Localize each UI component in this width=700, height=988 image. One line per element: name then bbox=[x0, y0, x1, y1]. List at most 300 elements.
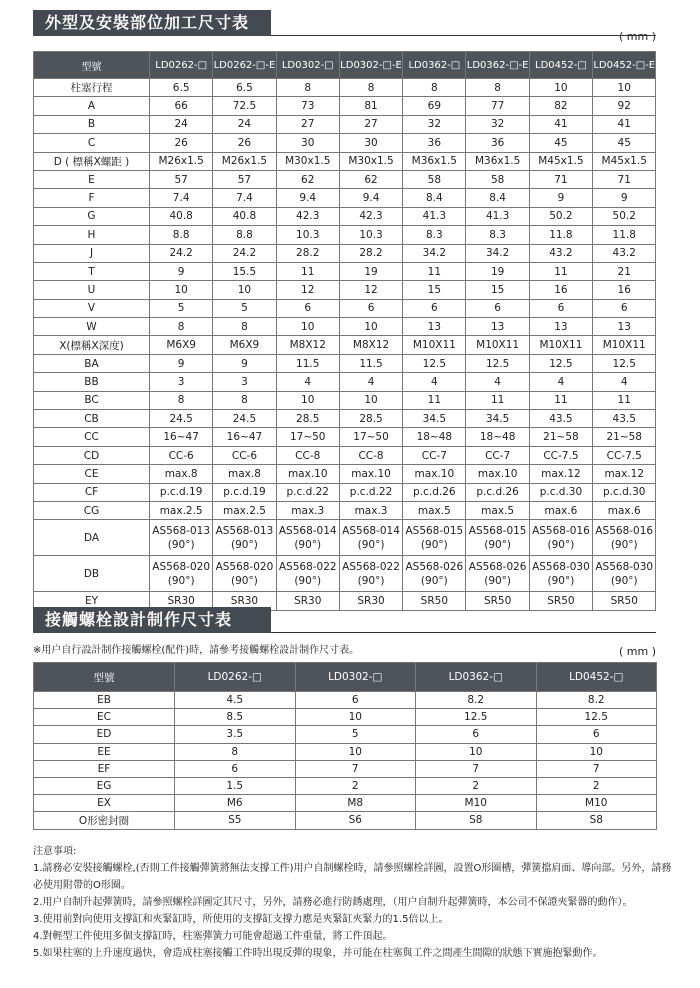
table-cell: AS568-013 (90°) bbox=[150, 520, 213, 556]
table-cell: 8.3 bbox=[403, 226, 466, 244]
table-cell: CC-7 bbox=[403, 446, 466, 464]
column-header: LD0362-□-E bbox=[466, 52, 529, 79]
table-cell: 11 bbox=[403, 391, 466, 409]
table-cell: 24.5 bbox=[213, 410, 276, 428]
table-cell: SR50 bbox=[529, 592, 592, 610]
table-cell: 15 bbox=[403, 281, 466, 299]
table-cell: 3 bbox=[213, 373, 276, 391]
table-cell: 6 bbox=[339, 299, 402, 317]
row-label: 柱塞行程 bbox=[34, 79, 150, 97]
row-label: CD bbox=[34, 446, 150, 464]
table-row bbox=[34, 281, 656, 299]
table-cell: 15.5 bbox=[213, 262, 276, 280]
table-cell: 62 bbox=[339, 170, 402, 188]
table-row bbox=[34, 262, 656, 280]
table-cell: 11.8 bbox=[529, 226, 592, 244]
table-cell: CC-8 bbox=[276, 446, 339, 464]
table-cell: 50.2 bbox=[593, 207, 656, 225]
table-cell: 17~50 bbox=[276, 428, 339, 446]
table-cell: 81 bbox=[339, 97, 402, 115]
table-cell: 10 bbox=[150, 281, 213, 299]
table-row bbox=[34, 115, 656, 133]
column-header: LD0302-□ bbox=[276, 52, 339, 79]
table-cell: 72.5 bbox=[213, 97, 276, 115]
table-cell: M10 bbox=[536, 795, 657, 812]
table-cell: 6 bbox=[403, 299, 466, 317]
column-header: LD0362-□ bbox=[416, 663, 537, 692]
table-row bbox=[34, 709, 657, 726]
table-cell: 6 bbox=[536, 726, 657, 743]
table-row bbox=[34, 743, 657, 760]
table-row bbox=[34, 726, 657, 743]
row-label: EF bbox=[34, 760, 175, 777]
table-cell: 24 bbox=[213, 115, 276, 133]
row-label: B bbox=[34, 115, 150, 133]
table-cell: 6.5 bbox=[213, 79, 276, 97]
table-cell: M10X11 bbox=[529, 336, 592, 354]
table-cell: 10 bbox=[593, 79, 656, 97]
column-header: LD0452-□-E bbox=[593, 52, 656, 79]
row-label: CG bbox=[34, 501, 150, 519]
table-cell: M26x1.5 bbox=[150, 152, 213, 170]
table-cell: AS568-016 (90°) bbox=[529, 520, 592, 556]
table-cell: 4 bbox=[339, 373, 402, 391]
row-label: CF bbox=[34, 483, 150, 501]
row-label: EG bbox=[34, 777, 175, 794]
row-label: EE bbox=[34, 743, 175, 760]
table-cell: 71 bbox=[593, 170, 656, 188]
table-row bbox=[34, 812, 657, 829]
table-cell: 8.3 bbox=[466, 226, 529, 244]
table-cell: 3 bbox=[150, 373, 213, 391]
table-cell: 45 bbox=[529, 134, 592, 152]
table-cell: 2 bbox=[536, 777, 657, 794]
table-cell: AS568-016 (90°) bbox=[593, 520, 656, 556]
table-cell: 5 bbox=[150, 299, 213, 317]
table-cell: 11.8 bbox=[593, 226, 656, 244]
table-cell: 69 bbox=[403, 97, 466, 115]
table-cell: 10 bbox=[276, 391, 339, 409]
table-cell: 15 bbox=[466, 281, 529, 299]
table-cell: AS568-022 (90°) bbox=[276, 556, 339, 592]
table-cell: AS568-026 (90°) bbox=[403, 556, 466, 592]
table-cell: 32 bbox=[403, 115, 466, 133]
table-cell: 34.2 bbox=[466, 244, 529, 262]
table-cell: 11 bbox=[276, 262, 339, 280]
table-row bbox=[34, 501, 656, 519]
row-label: CC bbox=[34, 428, 150, 446]
table-cell: 12.5 bbox=[593, 354, 656, 372]
table-cell: SR50 bbox=[593, 592, 656, 610]
table-cell: M36x1.5 bbox=[466, 152, 529, 170]
table-cell: max.2.5 bbox=[150, 501, 213, 519]
table-cell: SR50 bbox=[466, 592, 529, 610]
table-cell: M26x1.5 bbox=[213, 152, 276, 170]
table-row bbox=[34, 795, 657, 812]
table-cell: 6 bbox=[175, 760, 296, 777]
row-label: O形密封圈 bbox=[34, 812, 175, 829]
row-label: CE bbox=[34, 465, 150, 483]
table-cell: 7 bbox=[295, 760, 416, 777]
column-header: LD0262-□ bbox=[150, 52, 213, 79]
table-cell: 28.2 bbox=[339, 244, 402, 262]
table-cell: 10 bbox=[339, 318, 402, 336]
table-row bbox=[34, 244, 656, 262]
table-cell: AS568-020 (90°) bbox=[213, 556, 276, 592]
table-row bbox=[34, 134, 656, 152]
table-cell: 9 bbox=[593, 189, 656, 207]
table-cell: M8X12 bbox=[339, 336, 402, 354]
table-cell: 6 bbox=[593, 299, 656, 317]
column-header: 型號 bbox=[34, 52, 150, 79]
table-cell: 8 bbox=[466, 79, 529, 97]
table-cell: 10 bbox=[339, 391, 402, 409]
table-cell: 9 bbox=[150, 262, 213, 280]
table-cell: 71 bbox=[529, 170, 592, 188]
row-label: E bbox=[34, 170, 150, 188]
table-cell: 34.5 bbox=[403, 410, 466, 428]
table-row bbox=[34, 79, 656, 97]
table-cell: 13 bbox=[593, 318, 656, 336]
table-cell: p.c.d.30 bbox=[593, 483, 656, 501]
table-cell: 28.2 bbox=[276, 244, 339, 262]
table-cell: AS568-015 (90°) bbox=[403, 520, 466, 556]
row-label: EX bbox=[34, 795, 175, 812]
table-cell: 27 bbox=[276, 115, 339, 133]
table-cell: 43.2 bbox=[529, 244, 592, 262]
table-cell: 2 bbox=[416, 777, 537, 794]
table-cell: 19 bbox=[466, 262, 529, 280]
table-row bbox=[34, 483, 656, 501]
table-cell: 12.5 bbox=[536, 709, 657, 726]
table-cell: 5 bbox=[295, 726, 416, 743]
table-cell: max.8 bbox=[213, 465, 276, 483]
table-cell: p.c.d.30 bbox=[529, 483, 592, 501]
row-label: BB bbox=[34, 373, 150, 391]
section1-unit: ( mm ) bbox=[618, 30, 656, 43]
table-cell: CC-6 bbox=[213, 446, 276, 464]
table-cell: 16 bbox=[529, 281, 592, 299]
table-cell: 62 bbox=[276, 170, 339, 188]
table-cell: 9.4 bbox=[339, 189, 402, 207]
table-cell: 82 bbox=[529, 97, 592, 115]
row-label: D ( 標稱X螺距 ) bbox=[34, 152, 150, 170]
table-cell: max.3 bbox=[276, 501, 339, 519]
table-row bbox=[34, 777, 657, 794]
table-cell: 36 bbox=[466, 134, 529, 152]
table-cell: 8.2 bbox=[416, 692, 537, 709]
row-label: U bbox=[34, 281, 150, 299]
table-cell: 8 bbox=[403, 79, 466, 97]
column-header: LD0262-□-E bbox=[213, 52, 276, 79]
table-cell: 13 bbox=[403, 318, 466, 336]
table-cell: 11 bbox=[529, 262, 592, 280]
table-cell: 24.2 bbox=[213, 244, 276, 262]
table-cell: 40.8 bbox=[150, 207, 213, 225]
table-cell: 10.3 bbox=[339, 226, 402, 244]
table-cell: CC-7 bbox=[466, 446, 529, 464]
table-cell: 16~47 bbox=[213, 428, 276, 446]
table-cell: AS568-030 (90°) bbox=[529, 556, 592, 592]
table-cell: 12 bbox=[339, 281, 402, 299]
table-cell: 4 bbox=[466, 373, 529, 391]
table-cell: max.6 bbox=[529, 501, 592, 519]
table-cell: 24.5 bbox=[150, 410, 213, 428]
row-label: G bbox=[34, 207, 150, 225]
table-cell: 8 bbox=[213, 391, 276, 409]
section1-title: 外型及安裝部位加工尺寸表 bbox=[33, 10, 271, 36]
table-cell: 9.4 bbox=[276, 189, 339, 207]
table-cell: p.c.d.22 bbox=[339, 483, 402, 501]
table-cell: M6X9 bbox=[150, 336, 213, 354]
table-cell: p.c.d.26 bbox=[403, 483, 466, 501]
table-cell: 8.2 bbox=[536, 692, 657, 709]
table-cell: 26 bbox=[150, 134, 213, 152]
table-cell: 9 bbox=[150, 354, 213, 372]
dimension-table-header bbox=[34, 52, 656, 79]
row-label: J bbox=[34, 244, 150, 262]
table-cell: max.10 bbox=[276, 465, 339, 483]
row-label: EC bbox=[34, 709, 175, 726]
table-cell: M6 bbox=[175, 795, 296, 812]
table-cell: 24 bbox=[150, 115, 213, 133]
table-cell: 8.4 bbox=[403, 189, 466, 207]
table-cell: 21~58 bbox=[529, 428, 592, 446]
table-row bbox=[34, 170, 656, 188]
table-cell: 7 bbox=[536, 760, 657, 777]
table-cell: CC-7.5 bbox=[529, 446, 592, 464]
table-row bbox=[34, 760, 657, 777]
table-cell: 8 bbox=[150, 318, 213, 336]
table-row bbox=[34, 97, 656, 115]
table-cell: CC-6 bbox=[150, 446, 213, 464]
table-cell: 11 bbox=[593, 391, 656, 409]
table-cell: 42.3 bbox=[339, 207, 402, 225]
table-cell: 4 bbox=[593, 373, 656, 391]
table-cell: max.6 bbox=[593, 501, 656, 519]
bolt-table bbox=[33, 662, 657, 830]
table-row bbox=[34, 189, 656, 207]
table-cell: M45x1.5 bbox=[529, 152, 592, 170]
table-cell: 8.8 bbox=[213, 226, 276, 244]
table-row bbox=[34, 152, 656, 170]
table-cell: 11.5 bbox=[276, 354, 339, 372]
table-cell: S8 bbox=[416, 812, 537, 829]
table-cell: 12.5 bbox=[529, 354, 592, 372]
table-cell: S6 bbox=[295, 812, 416, 829]
note-item: 5.如果柱塞的上升速度過快，會造成柱塞接觸工件時出現反彈的現象，并可能在柱塞與工件之間產生間隙的狀態下實施抱緊動作。 bbox=[33, 948, 603, 959]
section1-divider bbox=[271, 35, 656, 36]
table-row bbox=[34, 373, 656, 391]
table-cell: 34.2 bbox=[403, 244, 466, 262]
table-cell: 45 bbox=[593, 134, 656, 152]
section2-note: ※用户自行設計制作接觸螺栓(配件)時，請參考接觸螺栓設計制作尺寸表。 bbox=[33, 645, 360, 656]
table-cell: 43.2 bbox=[593, 244, 656, 262]
table-cell: max.12 bbox=[529, 465, 592, 483]
table-cell: 4 bbox=[529, 373, 592, 391]
table-cell: 6.5 bbox=[150, 79, 213, 97]
table-cell: 11 bbox=[529, 391, 592, 409]
table-cell: M10 bbox=[416, 795, 537, 812]
table-cell: 6 bbox=[529, 299, 592, 317]
table-cell: 10 bbox=[295, 709, 416, 726]
table-cell: AS568-014 (90°) bbox=[276, 520, 339, 556]
table-cell: 1.5 bbox=[175, 777, 296, 794]
section2-divider bbox=[271, 632, 656, 633]
row-label: C bbox=[34, 134, 150, 152]
table-cell: 21~58 bbox=[593, 428, 656, 446]
table-cell: 41 bbox=[529, 115, 592, 133]
table-cell: 10 bbox=[295, 743, 416, 760]
table-cell: AS568-022 (90°) bbox=[339, 556, 402, 592]
table-cell: 21 bbox=[593, 262, 656, 280]
table-cell: 9 bbox=[213, 354, 276, 372]
row-label: T bbox=[34, 262, 150, 280]
table-row bbox=[34, 520, 656, 556]
row-label: BC bbox=[34, 391, 150, 409]
column-header: LD0262-□ bbox=[175, 663, 296, 692]
table-cell: M30x1.5 bbox=[339, 152, 402, 170]
table-cell: 5 bbox=[213, 299, 276, 317]
table-cell: 7 bbox=[416, 760, 537, 777]
table-cell: 11 bbox=[466, 391, 529, 409]
bolt-table-header bbox=[34, 663, 657, 692]
table-cell: SR30 bbox=[339, 592, 402, 610]
table-cell: 10 bbox=[529, 79, 592, 97]
table-cell: 28.5 bbox=[276, 410, 339, 428]
table-cell: max.3 bbox=[339, 501, 402, 519]
table-cell: M30x1.5 bbox=[276, 152, 339, 170]
table-cell: max.5 bbox=[403, 501, 466, 519]
table-cell: max.10 bbox=[339, 465, 402, 483]
table-cell: 10 bbox=[276, 318, 339, 336]
section2-title: 接觸螺栓設計制作尺寸表 bbox=[33, 607, 271, 633]
table-cell: M45x1.5 bbox=[593, 152, 656, 170]
section2-unit: ( mm ) bbox=[618, 645, 656, 658]
row-label: ED bbox=[34, 726, 175, 743]
table-cell: 77 bbox=[466, 97, 529, 115]
table-cell: 41 bbox=[593, 115, 656, 133]
row-label: X(標稱X深度) bbox=[34, 336, 150, 354]
table-cell: M8 bbox=[295, 795, 416, 812]
table-cell: 9 bbox=[529, 189, 592, 207]
column-header: LD0302-□-E bbox=[339, 52, 402, 79]
table-row bbox=[34, 354, 656, 372]
table-cell: 32 bbox=[466, 115, 529, 133]
table-cell: 10 bbox=[536, 743, 657, 760]
table-cell: 58 bbox=[403, 170, 466, 188]
table-cell: S8 bbox=[536, 812, 657, 829]
table-cell: 30 bbox=[276, 134, 339, 152]
table-row bbox=[34, 428, 656, 446]
table-cell: AS568-030 (90°) bbox=[593, 556, 656, 592]
table-cell: p.c.d.22 bbox=[276, 483, 339, 501]
table-row bbox=[34, 226, 656, 244]
row-label: BA bbox=[34, 354, 150, 372]
row-label: H bbox=[34, 226, 150, 244]
table-cell: 10 bbox=[416, 743, 537, 760]
table-cell: 13 bbox=[466, 318, 529, 336]
table-cell: 10.3 bbox=[276, 226, 339, 244]
table-cell: 16 bbox=[593, 281, 656, 299]
table-cell: 43.5 bbox=[593, 410, 656, 428]
table-cell: 28.5 bbox=[339, 410, 402, 428]
table-cell: SR30 bbox=[276, 592, 339, 610]
table-cell: SR50 bbox=[403, 592, 466, 610]
table-cell: max.12 bbox=[593, 465, 656, 483]
notes-heading: 注意事項: bbox=[33, 846, 77, 857]
table-cell: 41.3 bbox=[403, 207, 466, 225]
table-row bbox=[34, 465, 656, 483]
table-cell: 7.4 bbox=[150, 189, 213, 207]
table-row bbox=[34, 336, 656, 354]
table-cell: 6 bbox=[416, 726, 537, 743]
table-cell: M10X11 bbox=[466, 336, 529, 354]
table-cell: max.5 bbox=[466, 501, 529, 519]
table-cell: 17~50 bbox=[339, 428, 402, 446]
table-cell: max.10 bbox=[466, 465, 529, 483]
row-label: EY bbox=[34, 592, 150, 610]
row-label: F bbox=[34, 189, 150, 207]
table-cell: p.c.d.19 bbox=[150, 483, 213, 501]
table-cell: 34.5 bbox=[466, 410, 529, 428]
table-cell: 8.5 bbox=[175, 709, 296, 726]
column-header: LD0302-□ bbox=[295, 663, 416, 692]
table-cell: S5 bbox=[175, 812, 296, 829]
table-row bbox=[34, 391, 656, 409]
table-cell: AS568-026 (90°) bbox=[466, 556, 529, 592]
table-cell: p.c.d.26 bbox=[466, 483, 529, 501]
table-cell: AS568-014 (90°) bbox=[339, 520, 402, 556]
table-cell: 26 bbox=[213, 134, 276, 152]
table-cell: 92 bbox=[593, 97, 656, 115]
table-cell: 12.5 bbox=[416, 709, 537, 726]
table-cell: AS568-013 (90°) bbox=[213, 520, 276, 556]
table-cell: CC-7.5 bbox=[593, 446, 656, 464]
column-header: 型號 bbox=[34, 663, 175, 692]
note-item: 1.請務必安裝接觸螺栓,(否則工件接觸彈簧將無法支撐工件)用户自制螺栓時，請參照螺栓詳圖，設置O形圈槽，彈簧擋肩面、導向部。另外，請務必使用附帶的O形圈。 bbox=[33, 863, 672, 891]
table-row bbox=[34, 692, 657, 709]
table-cell: 13 bbox=[529, 318, 592, 336]
table-cell: 24.2 bbox=[150, 244, 213, 262]
table-cell: 57 bbox=[213, 170, 276, 188]
table-cell: 4 bbox=[403, 373, 466, 391]
table-cell: 8 bbox=[213, 318, 276, 336]
table-cell: max.10 bbox=[403, 465, 466, 483]
table-cell: SR30 bbox=[213, 592, 276, 610]
table-cell: 66 bbox=[150, 97, 213, 115]
table-cell: 10 bbox=[213, 281, 276, 299]
table-cell: CC-8 bbox=[339, 446, 402, 464]
table-cell: 30 bbox=[339, 134, 402, 152]
column-header: LD0362-□ bbox=[403, 52, 466, 79]
column-header: LD0452-□ bbox=[529, 52, 592, 79]
table-cell: 4.5 bbox=[175, 692, 296, 709]
note-item: 2.用户自制升起彈簧時，請參照螺栓詳圖定其尺寸，另外，請務必進行防銹處理，（用户自制升起彈簧時，本公司不保證夾緊器的動作）。 bbox=[33, 897, 633, 908]
table-cell: 11.5 bbox=[339, 354, 402, 372]
row-label: V bbox=[34, 299, 150, 317]
table-cell: M6X9 bbox=[213, 336, 276, 354]
table-cell: M8X12 bbox=[276, 336, 339, 354]
table-cell: AS568-020 (90°) bbox=[150, 556, 213, 592]
table-cell: 8.8 bbox=[150, 226, 213, 244]
table-cell: 73 bbox=[276, 97, 339, 115]
table-cell: p.c.d.19 bbox=[213, 483, 276, 501]
table-cell: M10X11 bbox=[403, 336, 466, 354]
table-row bbox=[34, 299, 656, 317]
note-item: 4.對輕型工件使用多個支撐缸時，柱塞彈簧力可能會超過工件重量，將工件頂起。 bbox=[33, 931, 393, 942]
table-cell: M10X11 bbox=[593, 336, 656, 354]
